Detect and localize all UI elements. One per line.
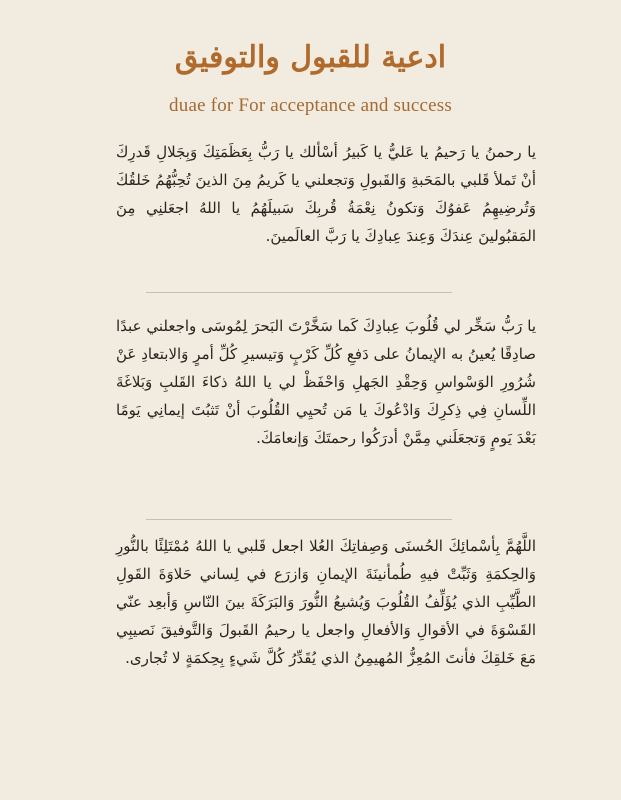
page-subtitle: duae for For acceptance and success bbox=[169, 95, 452, 116]
divider-2 bbox=[146, 519, 452, 520]
dua-paragraph-1: يا رحمنُ يا رَحيمُ يا عَليُّ يا كَبيرُ أسْألك يا رَبُّ بِعَظَمَتِكَ وَبِجَلالِ قَدرِكَ أنْ تَملأ قَلبي بالمَحَبةِ وَالقَبولِ وَتجعلني يا كَريمُ مِنَ الذينَ تُحِبُّهُمُ خَلقُكَ وَتُرضِيهِمُ عَفوُكَ وَتكونُ نِعْمَةُ قُربِكَ سَبيلَهُمُ يا اللهُ اجعَلنِي مِنَ المَقبُولينَ عِندَكَ وَعِندَ عِبادِكَ يا رَبَّ العالَمينَ. bbox=[116, 143, 536, 245]
dua-paragraph-3: اللَّهُمَّ بِأسْمائِكَ الحُسنَى وَصِفاتِكَ العُلا اجعل قَلبي يا اللهُ مُمْتَلِئًا بالنُّورِ وَالحِكمَةِ وَثَبِّتْ فيهِ طُمأنينَةَ الإيمانِ وَازرَع في لِساني حَلاوَةَ القَولِ الطَّيِّبِ الذي يُؤَلِّفُ القُلُوبَ وَيُشيعُ النُّورَ وَالبَرَكَةَ بينَ النّاسِ وَأبعِد عنّي القَسْوَةَ في الأقوالِ وَالأفعالِ واجعل يا رحيمُ القَبولَ وَالتَّوفيقَ نَصيبِي مَعَ خَلقِكَ فأنتَ المُعِزُّ المُهيمِنُ الذي يُقَدِّرُ كُلَّ شَيءٍ بِحِكمَةٍ لا تُجارى. bbox=[116, 537, 536, 667]
divider-1 bbox=[146, 292, 452, 293]
page-title: ادعية للقبول والتوفيق bbox=[174, 40, 447, 75]
dua-paragraph-2: يا رَبُّ سَخِّر لي قُلُوبَ عِبادِكَ كَما سَخَّرْتَ البَحرَ لِمُوسَى واجعلني عبدًا صادِقًا يُعينُ به الإيمانُ على دَفعِ كُلِّ كَرْبٍ وَتيسيرِ كُلِّ أمرٍ وَالابتعادِ عَنْ شُرُورِ الوَسْواسِ وَحِقْدِ الجَهلِ وَاحْفَظْ لي يا اللهُ ذكاءَ القَلبِ وَبَلاغَةَ اللِّسانِ فِي ذِكرِكَ وَادْعُوكَ يا مَن تُحيِي القُلُوبَ أنْ تَثبُتَ إيمانِي يَومًا بَعْدَ يَومٍ وَتجعَلَني مِمَّنْ أدرَكُوا رحمتَكَ وَإنعامَكَ. bbox=[116, 317, 536, 447]
